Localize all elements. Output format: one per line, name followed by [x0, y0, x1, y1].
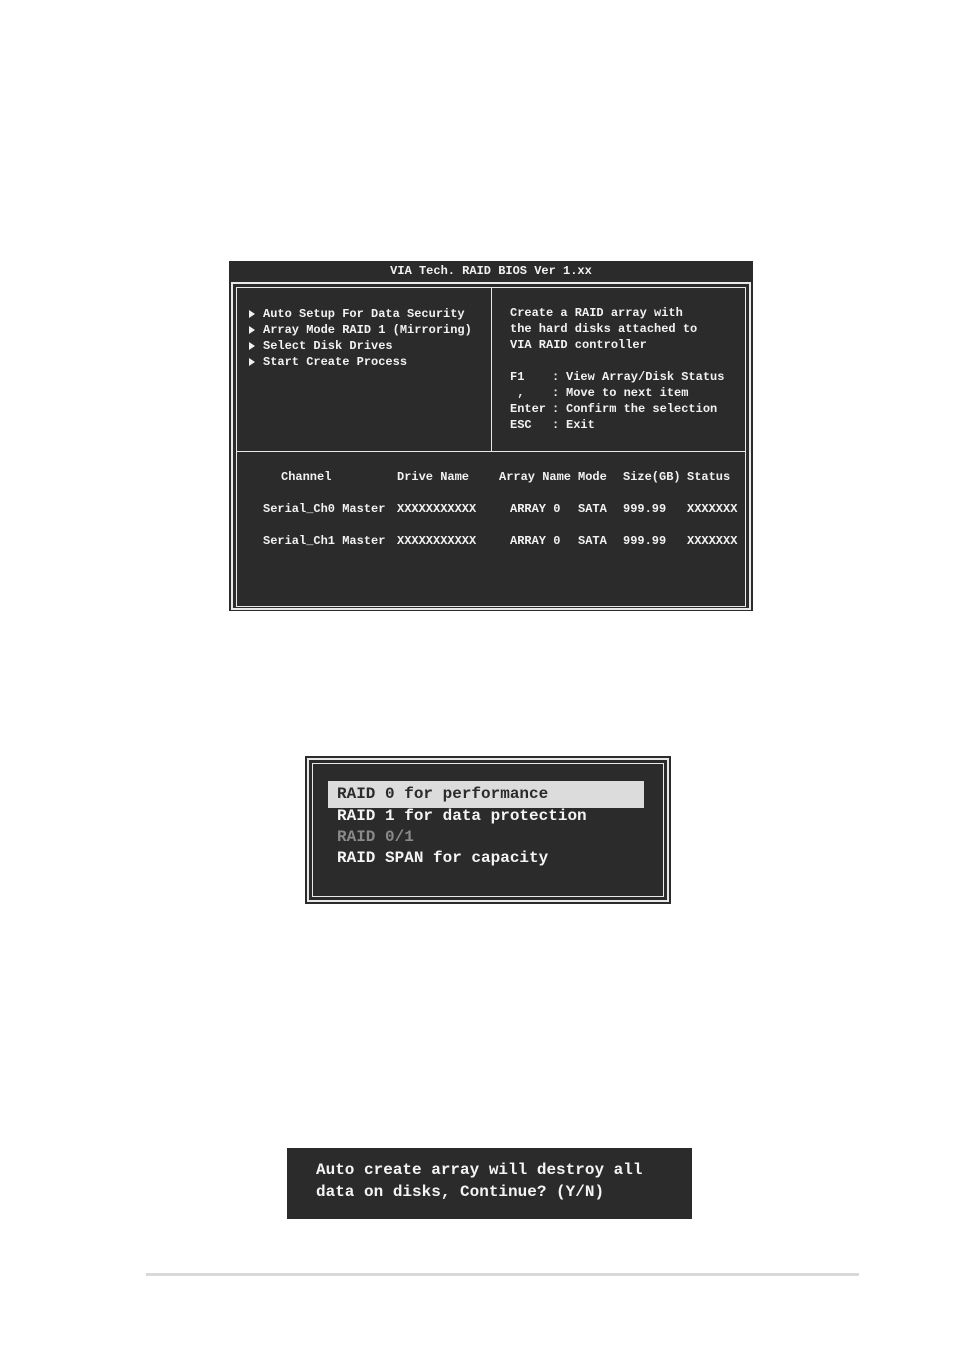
menu-item-select-disks[interactable]: [249, 338, 472, 354]
cell-mode: SATA: [578, 534, 607, 548]
bios-inner-frame: [236, 287, 746, 607]
key-name: F1: [510, 370, 525, 384]
confirm-message: [316, 1159, 642, 1203]
col-header-status: Status: [687, 470, 731, 484]
key-desc: Exit: [566, 418, 595, 432]
key-name: Enter: [510, 402, 547, 416]
key-row-enter: Enter : Confirm the selection: [510, 402, 718, 416]
confirm-dialog: [287, 1148, 692, 1219]
table-header: [237, 469, 745, 485]
menu-item-start-create[interactable]: [249, 354, 472, 370]
arrow-right-icon: [249, 342, 255, 350]
menu-item-array-mode[interactable]: [249, 322, 472, 338]
confirm-line: Auto create array will destroy all: [316, 1161, 643, 1179]
help-text-line: VIA RAID controller: [510, 338, 647, 352]
panel-divider-vertical: [491, 288, 492, 451]
raid-bios-window: [229, 261, 753, 611]
bios-title: VIA Tech. RAID BIOS Ver 1.xx: [390, 264, 592, 278]
option-raid0[interactable]: RAID 0 for performance: [328, 781, 644, 808]
confirm-line: data on disks, Continue? (Y/N): [316, 1183, 605, 1201]
raid-level-list: [328, 781, 644, 869]
key-desc: Confirm the selection: [566, 402, 718, 416]
cell-mode: SATA: [578, 502, 607, 516]
key-desc: View Array/Disk Status: [566, 370, 725, 384]
cell-channel: Serial_Ch1 Master: [263, 534, 386, 548]
drive-table: [237, 469, 745, 549]
col-header-mode: Mode: [578, 470, 607, 484]
option-raid01: RAID 0/1: [337, 828, 414, 846]
key-row-esc: ESC : Exit: [510, 418, 595, 432]
bios-outer-frame: [231, 282, 751, 610]
key-desc: Move to next item: [566, 386, 689, 400]
cell-size: 999.99: [623, 534, 667, 548]
menu-item-label: Auto Setup For Data Security: [263, 307, 465, 321]
key-name: ,: [510, 386, 525, 400]
key-legend: [510, 369, 724, 433]
arrow-right-icon: [249, 358, 255, 366]
cell-array-name: ARRAY 0: [510, 502, 561, 516]
help-text-line: Create a RAID array with: [510, 306, 683, 320]
key-row-f1: F1 : View Array/Disk Status: [510, 370, 725, 384]
menu-item-label: Select Disk Drives: [263, 339, 393, 353]
setup-menu: [249, 306, 472, 370]
menu-item-auto-setup[interactable]: [249, 306, 472, 322]
cell-drive-name: XXXXXXXXXXX: [397, 502, 477, 516]
raid-level-popup: [305, 756, 671, 904]
cell-drive-name: XXXXXXXXXXX: [397, 534, 477, 548]
col-header-drive-name: Drive Name: [397, 470, 470, 484]
cell-status: XXXXXXX: [687, 534, 738, 548]
panel-divider-horizontal: [237, 451, 745, 452]
col-header-array-name: Array Name: [499, 470, 572, 484]
help-panel: [510, 305, 724, 433]
cell-size: 999.99: [623, 502, 667, 516]
arrow-right-icon: [249, 310, 255, 318]
option-raid1[interactable]: RAID 1 for data protection: [337, 807, 587, 825]
key-row-arrows: , : Move to next item: [510, 386, 689, 400]
col-header-size: Size(GB): [623, 470, 681, 484]
menu-item-label: Start Create Process: [263, 355, 408, 369]
page-footer-rule: [146, 1273, 859, 1276]
cell-array-name: ARRAY 0: [510, 534, 561, 548]
cell-status: XXXXXXX: [687, 502, 738, 516]
menu-item-label: Array Mode RAID 1 (Mirroring): [263, 323, 472, 337]
arrow-right-icon: [249, 326, 255, 334]
table-row[interactable]: [237, 533, 745, 549]
col-header-channel: Channel: [281, 470, 332, 484]
cell-channel: Serial_Ch0 Master: [263, 502, 386, 516]
help-text-line: the hard disks attached to: [510, 322, 698, 336]
option-raid-span[interactable]: RAID SPAN for capacity: [337, 849, 549, 867]
table-row[interactable]: [237, 501, 745, 517]
key-name: ESC: [510, 418, 532, 432]
